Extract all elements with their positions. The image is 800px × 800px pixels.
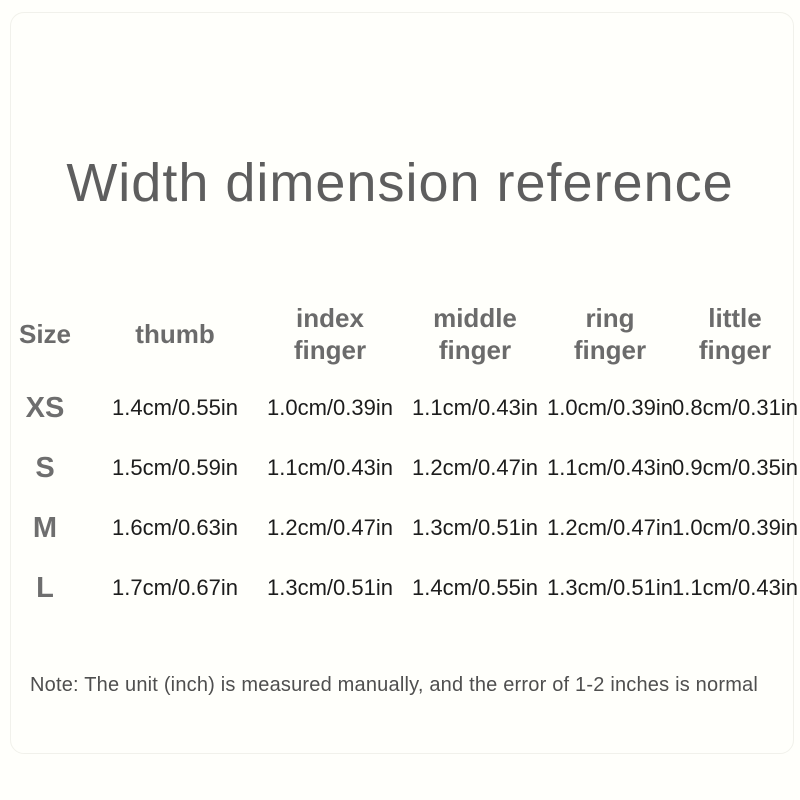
table-cell: 1.1cm/0.43in	[547, 455, 673, 480]
measurement-note: Note: The unit (inch) is measured manually, and the error of 1-2 inches is normal	[30, 674, 759, 696]
column-header-index-finger: index finger	[293, 302, 367, 365]
column-header-size: Size	[18, 318, 72, 349]
table-cell: 1.5cm/0.59in	[112, 455, 238, 480]
table-cell: 1.4cm/0.55in	[112, 395, 238, 420]
table-cell: 1.3cm/0.51in	[412, 515, 538, 540]
table-cell: 0.8cm/0.31in	[672, 395, 798, 420]
table-cell: 1.0cm/0.39in	[672, 515, 798, 540]
table-cell: 1.2cm/0.47in	[412, 455, 538, 480]
page-title: Width dimension reference	[66, 153, 734, 213]
table-cell: 0.9cm/0.35in	[672, 455, 798, 480]
table-cell: 1.2cm/0.47in	[547, 515, 673, 540]
column-header-ring-finger: ring finger	[573, 302, 647, 365]
table-cell: 1.7cm/0.67in	[112, 575, 238, 600]
row-label-l: L	[36, 571, 54, 604]
column-header-thumb: thumb	[135, 318, 215, 349]
table-cell: 1.1cm/0.43in	[412, 395, 538, 420]
column-header-little-finger: little finger	[698, 302, 772, 365]
table-cell: 1.1cm/0.43in	[672, 575, 798, 600]
table-cell: 1.1cm/0.43in	[267, 455, 393, 480]
table-cell: 1.4cm/0.55in	[412, 575, 538, 600]
table-cell: 1.3cm/0.51in	[267, 575, 393, 600]
row-label-xs: XS	[25, 391, 65, 424]
column-header-middle-finger: middle finger	[433, 302, 517, 365]
table-cell: 1.3cm/0.51in	[547, 575, 673, 600]
row-label-m: M	[32, 511, 58, 544]
table-cell: 1.0cm/0.39in	[267, 395, 393, 420]
table-cell: 1.0cm/0.39in	[547, 395, 673, 420]
row-label-s: S	[35, 451, 55, 484]
table-cell: 1.6cm/0.63in	[112, 515, 238, 540]
size-table	[0, 290, 800, 618]
table-cell: 1.2cm/0.47in	[267, 515, 393, 540]
